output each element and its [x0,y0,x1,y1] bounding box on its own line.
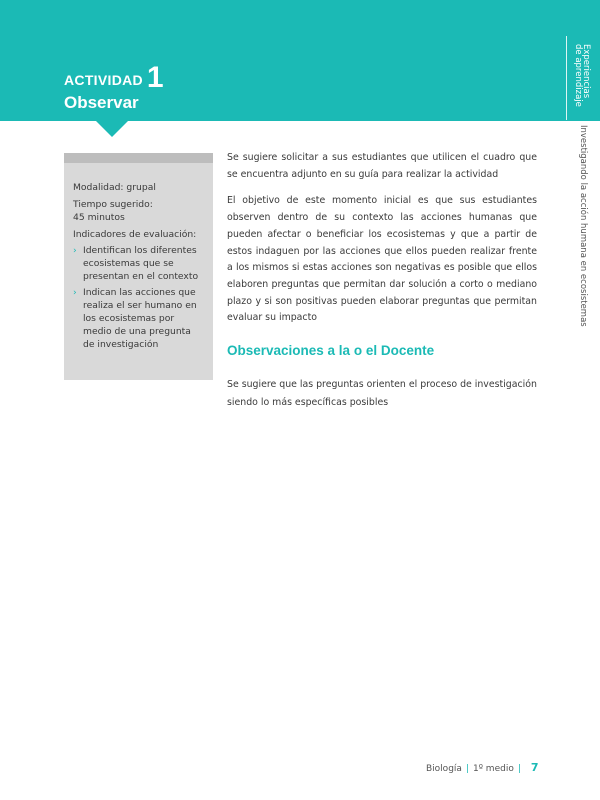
indicadores-label: Indicadores de evaluación: [73,229,197,240]
footer-subject: Biología [426,764,462,774]
list-item [73,244,205,283]
activity-title: Observar [64,93,139,112]
main-content [227,150,537,337]
indicador-text: Identifican los diferentes ecosistemas que se presentan en el contexto [83,245,199,282]
activity-label: ACTIVIDAD [64,72,143,88]
page-number: 7 [530,761,539,774]
modalidad: Modalidad: grupal [73,182,156,193]
page-footer [426,761,539,774]
side-tab-line1: Experiencias [581,44,591,99]
activity-info-box [64,153,213,380]
tiempo-label: Tiempo sugerido: [73,199,153,210]
header-divider [566,36,567,120]
bullet-icon: › [73,287,77,298]
indicadores-list [73,244,205,351]
activity-heading [64,61,164,94]
header-notch [95,120,129,137]
activity-number: 1 [146,61,164,94]
bullet-icon: › [73,245,77,256]
paragraph-instructions: Se sugiere solicitar a sus estudiantes que utilicen el cuadro que se encuentra adjunto en su guía para realizar la actividad [227,152,537,180]
footer-separator: | [517,764,521,774]
chapter-title: Investigando la acción humana en ecosistemas [578,125,588,327]
section-title: Observaciones a la o el Docente [227,343,435,358]
indicador-text: Indican las acciones que realiza el ser humano en los ecosistemas por medio de una pregunta de investigación [83,287,197,350]
side-tab-line2: de aprendizaje [573,44,583,107]
footer-level: 1º medio [472,764,514,774]
tiempo-value: 45 minutos [73,212,125,223]
paragraph-observations: Se sugiere que las preguntas orienten el proceso de investigación siendo lo más específicas posibles [227,379,537,408]
list-item [73,286,205,351]
footer-separator: | [465,764,469,774]
paragraph-objective: El objetivo de este momento inicial es que sus estudiantes observen dentro de su contexto las acciones humanas que pueden afectar o beneficiar los ecosistemas y que a partir de estos indaguen por las acciones que ellos pueden realizar frente a los mismos si estas acciones son negativas es posible que ellos elaboren preguntas que permitan dar solución a corto o mediano plazo y si son positivas pueden elaborar preguntas que permitan evaluar su impacto [227,195,537,324]
